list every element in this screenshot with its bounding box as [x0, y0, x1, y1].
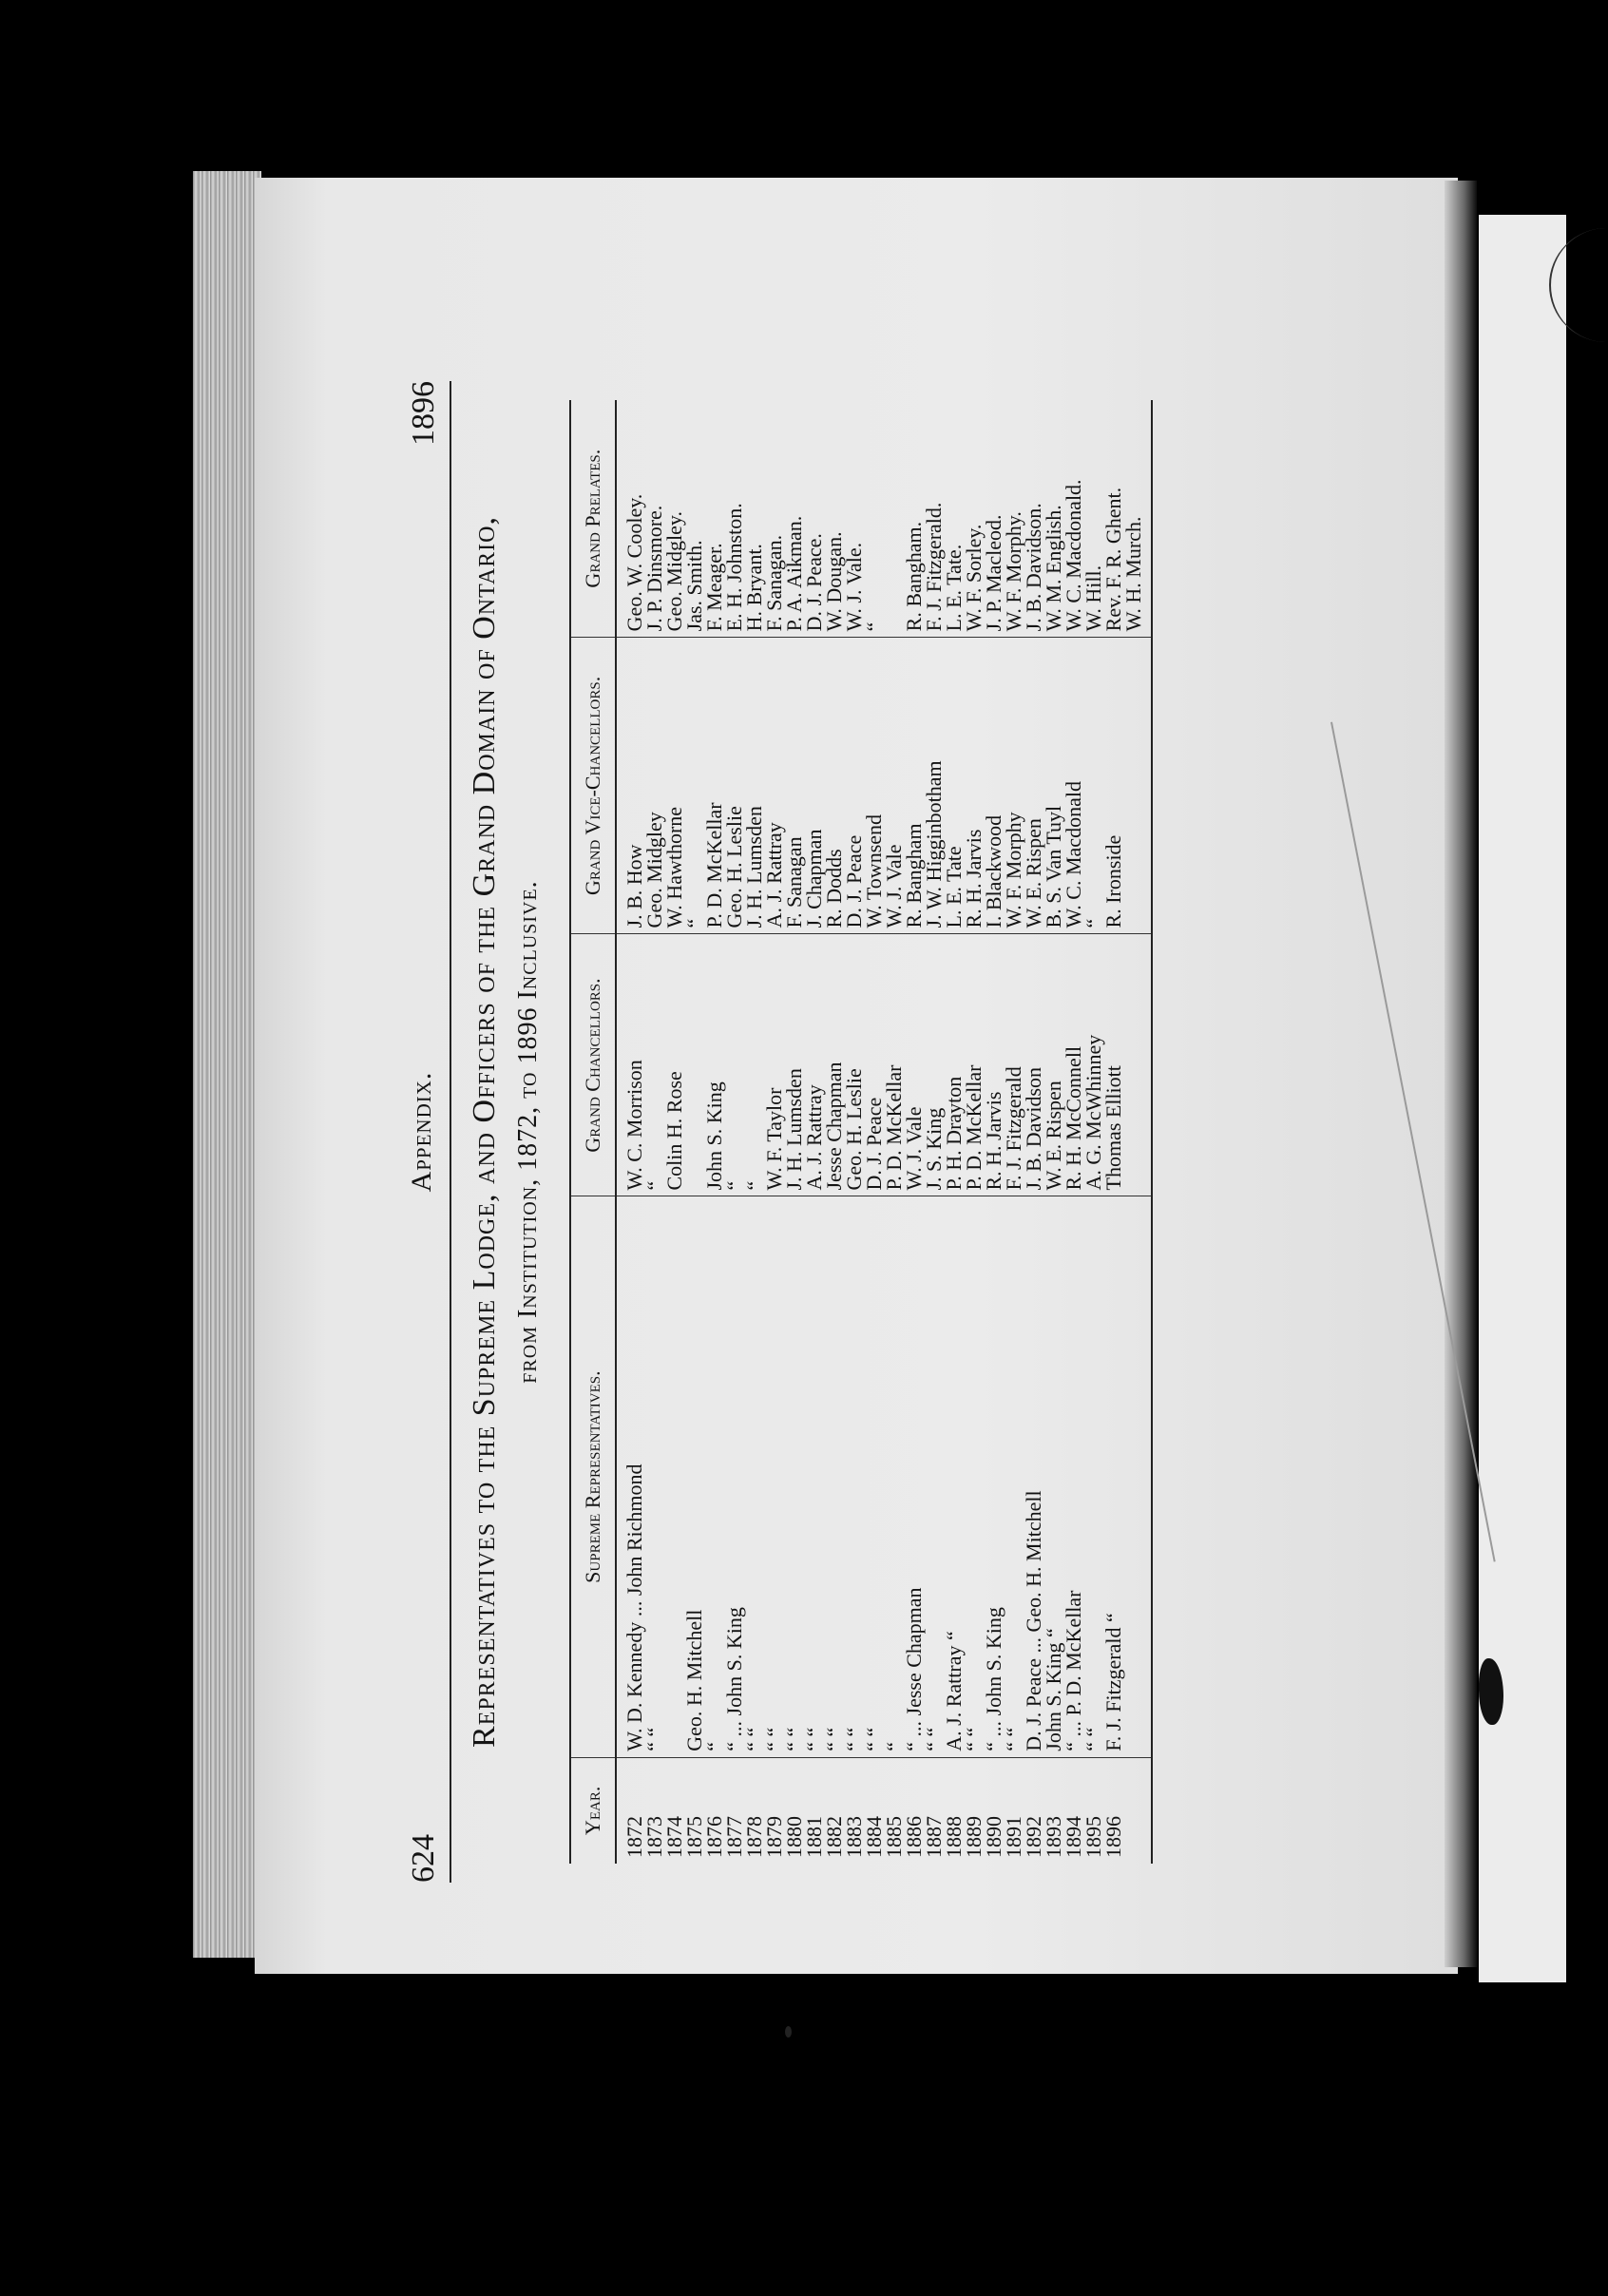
- supreme-representatives-cell: “ “: [1004, 1196, 1024, 1757]
- table-row: [1103, 400, 1123, 1864]
- grand-chancellor-cell: John S. King: [704, 934, 724, 1196]
- grand-vice-chancellor-cell: “: [684, 638, 704, 934]
- table-row: [924, 400, 944, 1864]
- supreme-representatives-cell: D. J. Peace ... Geo. H. Mitchell: [1024, 1196, 1043, 1757]
- grand-chancellor-cell: R. H. McConnell: [1063, 934, 1083, 1196]
- grand-prelate-cell: P. A. Aikman.: [784, 400, 804, 638]
- table-row: [824, 400, 844, 1864]
- table-row: [784, 400, 804, 1864]
- table-row: [664, 400, 684, 1864]
- grand-chancellor-cell: J. H. Lumsden: [784, 934, 804, 1196]
- page-number: 624: [406, 1834, 441, 1883]
- grand-prelate-cell: [884, 400, 904, 638]
- grand-chancellor-cell: “: [744, 934, 764, 1196]
- grand-prelate-cell: J. P. Macleod.: [984, 400, 1004, 638]
- grand-prelate-cell: F. J. Fitzgerald.: [924, 400, 944, 638]
- grand-vice-chancellor-cell: W. J. Vale: [884, 638, 904, 934]
- grand-vice-chancellor-cell: W. E. Rispen: [1024, 638, 1043, 934]
- grand-chancellor-cell: W. C. Morrison: [616, 934, 644, 1196]
- supreme-representatives-cell: “ “: [804, 1196, 824, 1757]
- year-cell: 1874: [662, 1816, 686, 1858]
- officers-table-body: [616, 400, 1152, 1864]
- year-cell: 1891: [1002, 1816, 1025, 1858]
- grand-chancellor-cell: D. J. Peace: [864, 934, 884, 1196]
- supreme-representatives-cell: W. D. Kennedy ... John Richmond: [616, 1196, 644, 1757]
- table-row: [1004, 400, 1024, 1864]
- table-row: [616, 400, 644, 1864]
- grand-chancellor-cell: Colin H. Rose: [664, 934, 684, 1196]
- grand-prelate-cell: L. E. Tate.: [944, 400, 964, 638]
- grand-prelate-cell: J. P. Dinsmore.: [644, 400, 664, 638]
- year-cell: 1876: [702, 1816, 726, 1858]
- grand-vice-chancellor-cell: W. C. Macdonald: [1063, 638, 1083, 934]
- year-cell: 1881: [802, 1816, 826, 1858]
- grand-chancellor-cell: J. S. King: [924, 934, 944, 1196]
- grand-chancellor-cell: “: [644, 934, 664, 1196]
- grand-chancellor-cell: W. F. Taylor: [764, 934, 784, 1196]
- title-line-1: Representatives to the Supreme Lodge, and Officers of the Grand Domain of Ontario,: [467, 516, 502, 1748]
- supreme-representatives-cell: “ ... John S. King: [724, 1196, 744, 1757]
- table-row: [964, 400, 984, 1864]
- grand-chancellor-cell: Geo. H. Leslie: [844, 934, 864, 1196]
- supreme-representatives-cell: “ ... P. D. McKellar: [1063, 1196, 1083, 1757]
- year-cell: 1878: [742, 1816, 766, 1858]
- grand-prelate-cell: W. J. Vale.: [844, 400, 864, 638]
- year-cell: 1883: [842, 1816, 866, 1858]
- running-head: [398, 381, 455, 1883]
- grand-prelate-cell: F. Meager.: [704, 400, 724, 638]
- supreme-representatives-cell: “ “: [644, 1196, 664, 1757]
- grand-prelate-cell: R. Bangham.: [904, 400, 924, 638]
- supreme-representatives-cell: “ “: [784, 1196, 804, 1757]
- grand-vice-chancellor-cell: P. D. McKellar: [704, 638, 724, 934]
- grand-prelate-cell: F. Sanagan.: [764, 400, 784, 638]
- year-cell: 1885: [882, 1816, 906, 1858]
- table-row: [1123, 400, 1152, 1864]
- grand-prelate-cell: W. H. Murch.: [1123, 400, 1152, 638]
- book-gutter: [1445, 181, 1477, 1967]
- grand-chancellor-cell: “: [724, 934, 744, 1196]
- column-header-supreme-representatives: Supreme Representatives.: [570, 1196, 616, 1757]
- grand-chancellor-cell: R. H. Jarvis: [984, 934, 1004, 1196]
- header-rule: [450, 381, 451, 1883]
- table-title: [461, 381, 548, 1883]
- supreme-representatives-cell: F. J. Fitzgerald “: [1103, 1196, 1123, 1757]
- year-cell: 1888: [942, 1816, 966, 1858]
- grand-vice-chancellor-cell: R. Bangham: [904, 638, 924, 934]
- table-row: [704, 400, 724, 1864]
- grand-vice-chancellor-cell: Geo. H. Leslie: [724, 638, 744, 934]
- grand-vice-chancellor-cell: “: [1083, 638, 1103, 934]
- grand-chancellor-cell: A. G. McWhinney: [1083, 934, 1103, 1196]
- grand-vice-chancellor-cell: B. S. Van Tuyl: [1043, 638, 1063, 934]
- grand-chancellor-cell: J. B. Davidson: [1024, 934, 1043, 1196]
- grand-vice-chancellor-cell: J. Chapman: [804, 638, 824, 934]
- year-cell: 1895: [1082, 1816, 1105, 1858]
- grand-prelate-cell: Rev. F. R. Ghent.: [1103, 400, 1123, 638]
- grand-prelate-cell: Geo. W. Cooley.: [616, 400, 644, 638]
- grand-vice-chancellor-cell: R. Dodds: [824, 638, 844, 934]
- running-year: 1896: [406, 381, 441, 446]
- grand-prelate-cell: Geo. Midgley.: [664, 400, 684, 638]
- page-edge: [193, 171, 261, 1958]
- table-row: [984, 400, 1004, 1864]
- officers-table: [569, 400, 1153, 1864]
- supreme-representatives-cell: “ “: [864, 1196, 884, 1757]
- grand-vice-chancellor-cell: F. Sanagan: [784, 638, 804, 934]
- grand-vice-chancellor-cell: J. B. How: [616, 638, 644, 934]
- supreme-representatives-cell: “: [884, 1196, 904, 1757]
- grand-vice-chancellor-cell: J. H. Lumsden: [744, 638, 764, 934]
- supreme-representatives-cell: “ ... John S. King: [984, 1196, 1004, 1757]
- table-row: [944, 400, 964, 1864]
- grand-chancellor-cell: W. E. Rispen: [1043, 934, 1063, 1196]
- grand-vice-chancellor-cell: J. W. Higginbotham: [924, 638, 944, 934]
- table-row: [844, 400, 864, 1864]
- supreme-representatives-cell: “ ... Jesse Chapman: [904, 1196, 924, 1757]
- year-cell: [1123, 1757, 1152, 1864]
- grand-vice-chancellor-cell: R. Ironside: [1103, 638, 1123, 934]
- grand-prelate-cell: J. B. Davidson.: [1024, 400, 1043, 638]
- year-cell: 1889: [962, 1816, 986, 1858]
- table-row: [744, 400, 764, 1864]
- supreme-representatives-cell: John S. King “: [1043, 1196, 1063, 1757]
- table-row: [904, 400, 924, 1864]
- grand-vice-chancellor-cell: [1123, 638, 1152, 934]
- supreme-representatives-cell: “ “: [844, 1196, 864, 1757]
- table-row: [864, 400, 884, 1864]
- year-cell: 1882: [822, 1816, 846, 1858]
- stray-ink-mark: [785, 2026, 792, 2038]
- year-cell: 1872: [622, 1816, 646, 1858]
- grand-chancellor-cell: A. J. Rattray: [804, 934, 824, 1196]
- table-row: [1043, 400, 1063, 1864]
- table-row: [644, 400, 664, 1864]
- grand-prelate-cell: W. Hill.: [1083, 400, 1103, 638]
- year-cell: 1890: [982, 1816, 1005, 1858]
- supreme-representatives-cell: “: [704, 1196, 724, 1757]
- table-row: [1083, 400, 1103, 1864]
- grand-chancellor-cell: W. J. Vale: [904, 934, 924, 1196]
- year-cell: 1893: [1042, 1816, 1065, 1858]
- grand-chancellor-cell: [684, 934, 704, 1196]
- grand-prelate-cell: D. J. Peace.: [804, 400, 824, 638]
- grand-prelate-cell: W. F. Morphy.: [1004, 400, 1024, 638]
- grand-chancellor-cell: P. H. Drayton: [944, 934, 964, 1196]
- grand-prelate-cell: H. Bryant.: [744, 400, 764, 638]
- grand-vice-chancellor-cell: Geo. Midgley: [644, 638, 664, 934]
- grand-vice-chancellor-cell: L. E. Tate: [944, 638, 964, 934]
- grand-chancellor-cell: P. D. McKellar: [964, 934, 984, 1196]
- grand-chancellor-cell: Jesse Chapman: [824, 934, 844, 1196]
- table-row: [764, 400, 784, 1864]
- grand-chancellor-cell: F. J. Fitzgerald: [1004, 934, 1024, 1196]
- grand-prelate-cell: “: [864, 400, 884, 638]
- supreme-representatives-cell: “ “: [964, 1196, 984, 1757]
- year-cell: 1875: [682, 1816, 706, 1858]
- grand-vice-chancellor-cell: I. Blackwood: [984, 638, 1004, 934]
- year-cell: 1887: [922, 1816, 946, 1858]
- column-header-grand-vice-chancellors: Grand Vice-Chancellors.: [570, 638, 616, 934]
- table-header-row: [570, 400, 616, 1864]
- year-cell: 1892: [1022, 1816, 1045, 1858]
- grand-prelate-cell: W. F. Sorley.: [964, 400, 984, 638]
- table-row: [884, 400, 904, 1864]
- grand-prelate-cell: W. M. English.: [1043, 400, 1063, 638]
- table-row: [1024, 400, 1043, 1864]
- grand-chancellor-cell: [1123, 934, 1152, 1196]
- grand-vice-chancellor-cell: W. Hawthorne: [664, 638, 684, 934]
- table-row: [804, 400, 824, 1864]
- grand-vice-chancellor-cell: R. H. Jarvis: [964, 638, 984, 934]
- supreme-representatives-cell: [1123, 1196, 1152, 1757]
- supreme-representatives-cell: [664, 1196, 684, 1757]
- grand-vice-chancellor-cell: A. J. Rattray: [764, 638, 784, 934]
- year-cell: 1879: [762, 1816, 786, 1858]
- year-cell: 1886: [902, 1816, 926, 1858]
- grand-prelate-cell: E. H. Johnston.: [724, 400, 744, 638]
- year-cell: 1894: [1062, 1816, 1085, 1858]
- supreme-representatives-cell: Geo. H. Mitchell: [684, 1196, 704, 1757]
- grand-vice-chancellor-cell: W. F. Morphy: [1004, 638, 1024, 934]
- title-line-2: from Institution, 1872, to 1896 Inclusive.: [513, 880, 543, 1384]
- year-cell: 1884: [862, 1816, 886, 1858]
- grand-chancellor-cell: Thomas Elliott: [1103, 934, 1123, 1196]
- table-row: [684, 400, 704, 1864]
- supreme-representatives-cell: A. J. Rattray “: [944, 1196, 964, 1757]
- year-cell: 1873: [642, 1816, 666, 1858]
- column-header-grand-prelates: Grand Prelates.: [570, 400, 616, 638]
- table-row: [1063, 400, 1083, 1864]
- grand-chancellor-cell: P. D. McKellar: [884, 934, 904, 1196]
- grand-prelate-cell: W. C. Macdonald.: [1063, 400, 1083, 638]
- running-title: Appendix.: [406, 1071, 437, 1193]
- supreme-representatives-cell: “ “: [764, 1196, 784, 1757]
- grand-vice-chancellor-cell: D. J. Peace: [844, 638, 864, 934]
- supreme-representatives-cell: “ “: [1083, 1196, 1103, 1757]
- supreme-representatives-cell: “ “: [744, 1196, 764, 1757]
- supreme-representatives-cell: “ “: [824, 1196, 844, 1757]
- column-header-year: Year.: [570, 1757, 616, 1864]
- grand-prelate-cell: Jas. Smith.: [684, 400, 704, 638]
- year-cell: 1880: [782, 1816, 806, 1858]
- column-header-grand-chancellors: Grand Chancellors.: [570, 934, 616, 1196]
- supreme-representatives-cell: “ “: [924, 1196, 944, 1757]
- table-row: [724, 400, 744, 1864]
- grand-vice-chancellor-cell: W. Townsend: [864, 638, 884, 934]
- grand-prelate-cell: W. Dougan.: [824, 400, 844, 638]
- rotated-page-content: [398, 381, 1311, 1883]
- year-cell: 1896: [1101, 1816, 1125, 1858]
- year-cell: 1877: [722, 1816, 746, 1858]
